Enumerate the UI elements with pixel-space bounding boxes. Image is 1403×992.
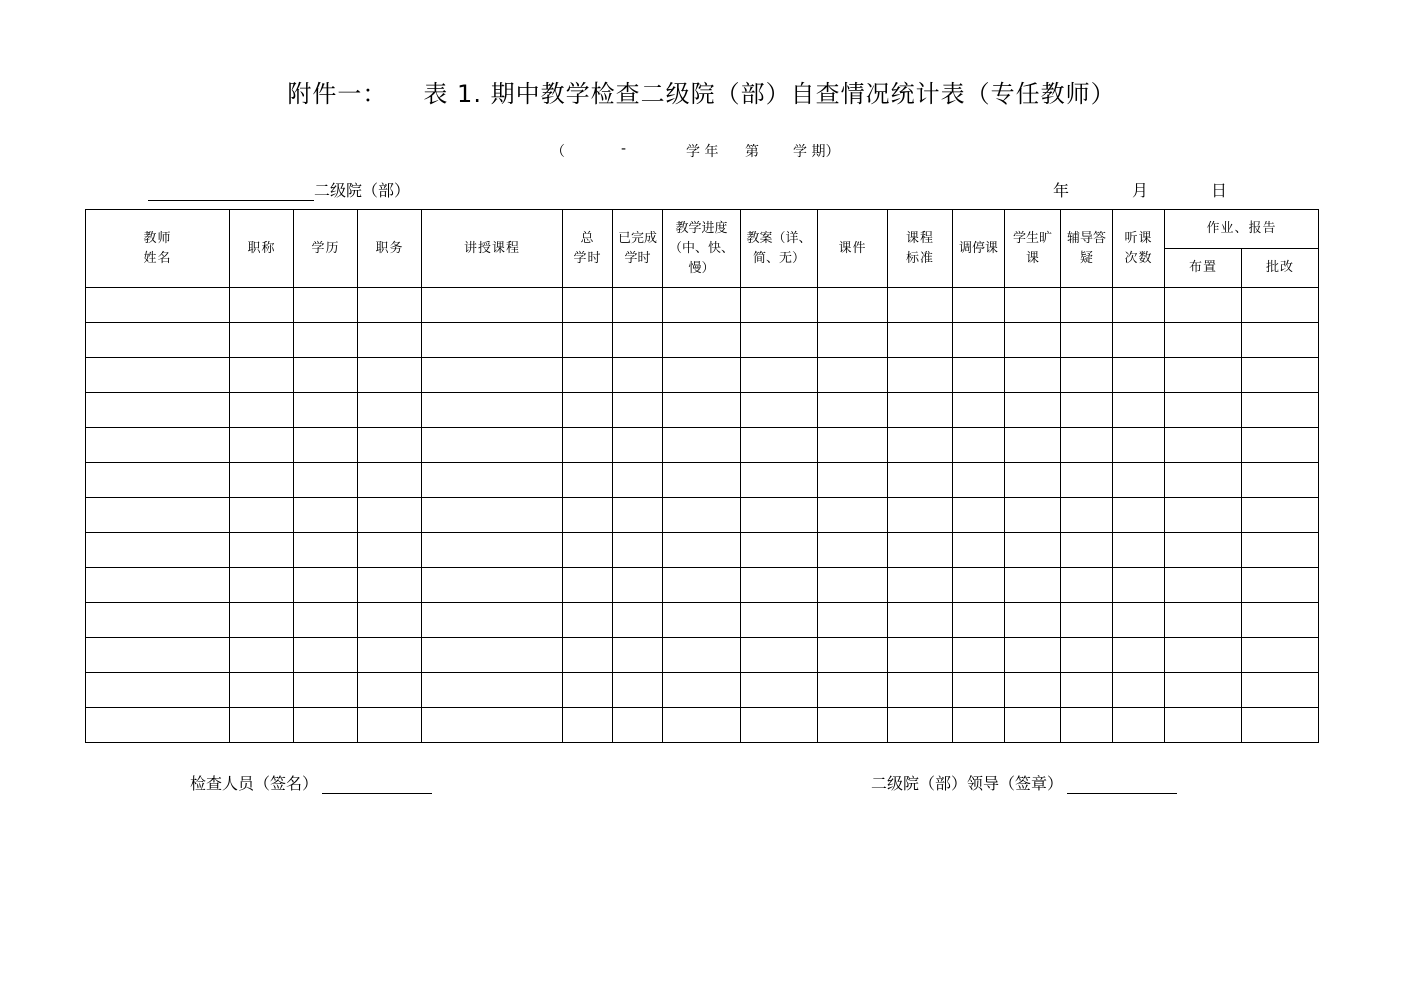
- table-cell[interactable]: [422, 463, 563, 498]
- table-cell[interactable]: [818, 568, 888, 603]
- table-cell[interactable]: [888, 638, 953, 673]
- table-cell[interactable]: [1165, 638, 1242, 673]
- table-cell[interactable]: [230, 673, 294, 708]
- table-cell[interactable]: [230, 498, 294, 533]
- table-cell[interactable]: [358, 568, 422, 603]
- table-cell[interactable]: [1005, 463, 1061, 498]
- table-cell[interactable]: [1061, 603, 1113, 638]
- table-cell[interactable]: [358, 638, 422, 673]
- table-cell[interactable]: [1165, 323, 1242, 358]
- table-cell[interactable]: [1061, 323, 1113, 358]
- table-cell[interactable]: [422, 533, 563, 568]
- table-cell[interactable]: [1165, 533, 1242, 568]
- header-course: 讲授课程: [422, 210, 563, 288]
- table-cell[interactable]: [422, 673, 563, 708]
- table-cell[interactable]: [358, 708, 422, 743]
- department-blank[interactable]: [148, 182, 314, 201]
- table-cell[interactable]: [294, 638, 358, 673]
- table-cell[interactable]: [230, 568, 294, 603]
- table-cell[interactable]: [294, 393, 358, 428]
- table-cell[interactable]: [818, 463, 888, 498]
- table-cell[interactable]: [294, 428, 358, 463]
- table-cell[interactable]: [422, 638, 563, 673]
- table-cell[interactable]: [230, 638, 294, 673]
- statistics-table: [85, 209, 1319, 743]
- table-cell[interactable]: [1113, 358, 1165, 393]
- table-cell[interactable]: [953, 288, 1005, 323]
- table-cell[interactable]: [563, 638, 613, 673]
- department-label: 二级院（部）: [314, 181, 411, 200]
- table-cell[interactable]: [86, 638, 230, 673]
- table-cell[interactable]: [1242, 708, 1319, 743]
- table-cell[interactable]: [422, 358, 563, 393]
- table-cell[interactable]: [1113, 603, 1165, 638]
- table-cell[interactable]: [1165, 568, 1242, 603]
- table-cell[interactable]: [741, 568, 818, 603]
- table-cell[interactable]: [953, 393, 1005, 428]
- table-cell[interactable]: [1005, 358, 1061, 393]
- table-cell[interactable]: [1113, 463, 1165, 498]
- table-cell[interactable]: [663, 463, 741, 498]
- table-cell[interactable]: [230, 533, 294, 568]
- table-cell[interactable]: [1242, 568, 1319, 603]
- table-cell[interactable]: [613, 568, 663, 603]
- header-courseware: 课件: [818, 210, 888, 288]
- table-cell[interactable]: [294, 568, 358, 603]
- header-position: 职务: [358, 210, 422, 288]
- table-cell[interactable]: [1242, 393, 1319, 428]
- table-cell[interactable]: [741, 638, 818, 673]
- date-year: 年: [1053, 181, 1070, 200]
- header-name: 教师 姓名: [86, 210, 230, 288]
- table-cell[interactable]: [358, 428, 422, 463]
- header-homework-group: 作业、报告: [1165, 210, 1319, 249]
- table-cell[interactable]: [230, 708, 294, 743]
- table-cell[interactable]: [563, 358, 613, 393]
- header-absence: 学生旷 课: [1005, 210, 1061, 288]
- year-open-paren: （: [551, 144, 565, 160]
- year-xuenian: 学 年: [686, 144, 719, 160]
- year-dash: -: [621, 141, 627, 157]
- header-correct: 批改: [1242, 249, 1319, 288]
- table-cell[interactable]: [663, 288, 741, 323]
- table-cell[interactable]: [86, 358, 230, 393]
- table-cell[interactable]: [294, 533, 358, 568]
- table-cell[interactable]: [294, 603, 358, 638]
- table-cell[interactable]: [818, 323, 888, 358]
- table-cell[interactable]: [358, 358, 422, 393]
- table-cell[interactable]: [818, 288, 888, 323]
- title-main: 表 1. 期中教学检查二级院（部）自查情况统计表（专任教师）: [423, 80, 1116, 108]
- table-row: [86, 428, 1319, 463]
- table-cell[interactable]: [1242, 288, 1319, 323]
- header-assign: 布置: [1165, 249, 1242, 288]
- table-cell[interactable]: [358, 463, 422, 498]
- table-cell[interactable]: [422, 603, 563, 638]
- table-cell[interactable]: [613, 393, 663, 428]
- table-row: [86, 393, 1319, 428]
- table-cell[interactable]: [358, 533, 422, 568]
- table-cell[interactable]: [358, 498, 422, 533]
- table-cell[interactable]: [888, 603, 953, 638]
- table-cell[interactable]: [818, 393, 888, 428]
- table-cell[interactable]: [422, 428, 563, 463]
- table-row: [86, 463, 1319, 498]
- table-cell[interactable]: [953, 673, 1005, 708]
- table-cell[interactable]: [294, 323, 358, 358]
- table-cell[interactable]: [1061, 568, 1113, 603]
- table-cell[interactable]: [888, 288, 953, 323]
- table-cell[interactable]: [741, 288, 818, 323]
- table-cell[interactable]: [663, 533, 741, 568]
- table-cell[interactable]: [663, 393, 741, 428]
- table-cell[interactable]: [294, 498, 358, 533]
- table-cell[interactable]: [818, 603, 888, 638]
- table-cell[interactable]: [358, 603, 422, 638]
- table-cell[interactable]: [1242, 323, 1319, 358]
- table-cell[interactable]: [888, 708, 953, 743]
- table-cell[interactable]: [741, 393, 818, 428]
- table-row: [86, 358, 1319, 393]
- table-cell[interactable]: [294, 463, 358, 498]
- table-cell[interactable]: [741, 428, 818, 463]
- header-education: 学历: [294, 210, 358, 288]
- table-cell[interactable]: [86, 568, 230, 603]
- table-cell[interactable]: [294, 288, 358, 323]
- table-cell[interactable]: [818, 358, 888, 393]
- table-cell[interactable]: [230, 393, 294, 428]
- table-cell[interactable]: [953, 568, 1005, 603]
- header-progress: 教学进度 （中、快、 慢）: [663, 210, 741, 288]
- table-cell[interactable]: [613, 603, 663, 638]
- table-cell[interactable]: [741, 673, 818, 708]
- page-title: [0, 74, 1403, 109]
- table-cell[interactable]: [86, 428, 230, 463]
- table-cell[interactable]: [663, 603, 741, 638]
- header-title: 职称: [230, 210, 294, 288]
- table-cell[interactable]: [1061, 288, 1113, 323]
- leader-signature-blank[interactable]: [1067, 775, 1177, 794]
- table-cell[interactable]: [86, 533, 230, 568]
- table-cell[interactable]: [613, 323, 663, 358]
- table-cell[interactable]: [663, 673, 741, 708]
- table-cell[interactable]: [563, 463, 613, 498]
- table-cell[interactable]: [294, 673, 358, 708]
- table-cell[interactable]: [613, 673, 663, 708]
- table-cell[interactable]: [888, 358, 953, 393]
- table-cell[interactable]: [1005, 638, 1061, 673]
- table-cell[interactable]: [663, 568, 741, 603]
- table-cell[interactable]: [1242, 428, 1319, 463]
- table-row: [86, 708, 1319, 743]
- table-cell[interactable]: [953, 533, 1005, 568]
- table-cell[interactable]: [1165, 288, 1242, 323]
- header-tutoring: 辅导答 疑: [1061, 210, 1113, 288]
- table-cell[interactable]: [1113, 673, 1165, 708]
- title-prefix: 附件一：: [287, 80, 388, 108]
- table-cell[interactable]: [1165, 673, 1242, 708]
- table-cell[interactable]: [888, 393, 953, 428]
- table-cell[interactable]: [1113, 533, 1165, 568]
- table-cell[interactable]: [818, 638, 888, 673]
- table-cell[interactable]: [294, 708, 358, 743]
- table-cell[interactable]: [613, 288, 663, 323]
- header-total-hours: 总 学时: [563, 210, 613, 288]
- table-cell[interactable]: [613, 708, 663, 743]
- table-cell[interactable]: [741, 323, 818, 358]
- table-cell[interactable]: [230, 288, 294, 323]
- year-xueqi: 学 期）: [793, 144, 840, 160]
- header-lesson-plan: 教案（详、 简、无）: [741, 210, 818, 288]
- table-cell[interactable]: [1165, 428, 1242, 463]
- table-cell[interactable]: [86, 498, 230, 533]
- table-cell[interactable]: [953, 603, 1005, 638]
- table-cell[interactable]: [86, 393, 230, 428]
- table-cell[interactable]: [663, 323, 741, 358]
- leader-signature: [871, 771, 1177, 794]
- table-cell[interactable]: [1061, 428, 1113, 463]
- table-cell[interactable]: [888, 673, 953, 708]
- table-row: [86, 568, 1319, 603]
- table-cell[interactable]: [663, 428, 741, 463]
- table-cell[interactable]: [888, 568, 953, 603]
- table-cell[interactable]: [741, 498, 818, 533]
- table-cell[interactable]: [818, 708, 888, 743]
- table-cell[interactable]: [1061, 638, 1113, 673]
- table-cell[interactable]: [422, 498, 563, 533]
- table-cell[interactable]: [1165, 498, 1242, 533]
- table-cell[interactable]: [741, 708, 818, 743]
- table-row: [86, 638, 1319, 673]
- table-cell[interactable]: [741, 603, 818, 638]
- table-cell[interactable]: [1113, 288, 1165, 323]
- table-cell[interactable]: [953, 358, 1005, 393]
- table-cell[interactable]: [563, 323, 613, 358]
- header-row-1: [86, 210, 1319, 249]
- table-cell[interactable]: [230, 323, 294, 358]
- table-cell[interactable]: [86, 323, 230, 358]
- table-cell[interactable]: [230, 603, 294, 638]
- table-cell[interactable]: [741, 463, 818, 498]
- leader-label: 二级院（部）领导（签章）: [871, 774, 1064, 793]
- table-cell[interactable]: [1061, 533, 1113, 568]
- table-cell[interactable]: [1165, 603, 1242, 638]
- table-row: [86, 288, 1319, 323]
- table-cell[interactable]: [953, 428, 1005, 463]
- table-cell[interactable]: [563, 708, 613, 743]
- table-cell[interactable]: [613, 533, 663, 568]
- table-cell[interactable]: [613, 638, 663, 673]
- header-course-standard: 课程 标准: [888, 210, 953, 288]
- table-cell[interactable]: [1061, 498, 1113, 533]
- table-cell[interactable]: [613, 358, 663, 393]
- table-cell[interactable]: [563, 673, 613, 708]
- table-body: [86, 288, 1319, 743]
- table-cell[interactable]: [1061, 673, 1113, 708]
- table-row: [86, 533, 1319, 568]
- table-cell[interactable]: [1242, 603, 1319, 638]
- table-cell[interactable]: [1005, 673, 1061, 708]
- academic-year-line: [0, 141, 1403, 161]
- table-row: [86, 603, 1319, 638]
- table-cell[interactable]: [1242, 673, 1319, 708]
- table-cell[interactable]: [613, 428, 663, 463]
- table-cell[interactable]: [1005, 428, 1061, 463]
- table-cell[interactable]: [422, 323, 563, 358]
- table-cell[interactable]: [663, 498, 741, 533]
- table-cell[interactable]: [1005, 533, 1061, 568]
- inspector-label: 检查人员（签名）: [190, 774, 319, 793]
- table-cell[interactable]: [1113, 393, 1165, 428]
- inspector-signature: [190, 771, 432, 794]
- table-cell[interactable]: [663, 638, 741, 673]
- table-row: [86, 673, 1319, 708]
- table-cell[interactable]: [86, 603, 230, 638]
- table-cell[interactable]: [358, 323, 422, 358]
- table-cell[interactable]: [1242, 463, 1319, 498]
- table-cell[interactable]: [230, 428, 294, 463]
- table-cell[interactable]: [1113, 428, 1165, 463]
- header-completed-hours: 已完成 学时: [613, 210, 663, 288]
- table-cell[interactable]: [1005, 603, 1061, 638]
- table-cell[interactable]: [1005, 498, 1061, 533]
- table-cell[interactable]: [1242, 498, 1319, 533]
- table-cell[interactable]: [1165, 708, 1242, 743]
- table-cell[interactable]: [953, 498, 1005, 533]
- table-cell[interactable]: [86, 288, 230, 323]
- table-cell[interactable]: [358, 673, 422, 708]
- table-cell[interactable]: [86, 463, 230, 498]
- header-rescheduled: 调停课: [953, 210, 1005, 288]
- table-cell[interactable]: [888, 498, 953, 533]
- table-cell[interactable]: [1005, 288, 1061, 323]
- table-cell[interactable]: [358, 288, 422, 323]
- table-cell[interactable]: [294, 358, 358, 393]
- table-cell[interactable]: [1061, 463, 1113, 498]
- table-cell[interactable]: [422, 393, 563, 428]
- table-cell[interactable]: [358, 393, 422, 428]
- table-cell[interactable]: [1061, 708, 1113, 743]
- table-cell[interactable]: [1005, 393, 1061, 428]
- year-di: 第: [745, 144, 759, 160]
- date-month: 月: [1132, 181, 1149, 200]
- table-cell[interactable]: [86, 708, 230, 743]
- table-cell[interactable]: [86, 673, 230, 708]
- table-cell[interactable]: [1165, 358, 1242, 393]
- table-row: [86, 498, 1319, 533]
- table-cell[interactable]: [1113, 498, 1165, 533]
- table-cell[interactable]: [1165, 463, 1242, 498]
- date-day: 日: [1211, 181, 1228, 200]
- table-cell[interactable]: [563, 498, 613, 533]
- table-cell[interactable]: [888, 463, 953, 498]
- table-cell[interactable]: [1061, 358, 1113, 393]
- table-cell[interactable]: [953, 638, 1005, 673]
- table-cell[interactable]: [1113, 638, 1165, 673]
- table-cell[interactable]: [818, 498, 888, 533]
- header-observation: 听课 次数: [1113, 210, 1165, 288]
- table-cell[interactable]: [1061, 393, 1113, 428]
- table-cell[interactable]: [422, 288, 563, 323]
- table-cell[interactable]: [563, 288, 613, 323]
- table-cell[interactable]: [563, 603, 613, 638]
- table-cell[interactable]: [888, 323, 953, 358]
- table-cell[interactable]: [818, 533, 888, 568]
- table-cell[interactable]: [1165, 393, 1242, 428]
- table-cell[interactable]: [1242, 638, 1319, 673]
- table-cell[interactable]: [663, 358, 741, 393]
- table-cell[interactable]: [663, 708, 741, 743]
- table-cell[interactable]: [613, 498, 663, 533]
- table-cell[interactable]: [953, 323, 1005, 358]
- department-line: [148, 178, 410, 201]
- table-cell[interactable]: [563, 533, 613, 568]
- table-cell[interactable]: [563, 393, 613, 428]
- table-cell[interactable]: [888, 533, 953, 568]
- table-cell[interactable]: [741, 358, 818, 393]
- table-cell[interactable]: [1005, 323, 1061, 358]
- table-cell[interactable]: [953, 463, 1005, 498]
- table-cell[interactable]: [818, 673, 888, 708]
- table-cell[interactable]: [741, 533, 818, 568]
- table-cell[interactable]: [1113, 323, 1165, 358]
- table-cell[interactable]: [230, 463, 294, 498]
- table-cell[interactable]: [888, 428, 953, 463]
- table-cell[interactable]: [613, 463, 663, 498]
- table-cell[interactable]: [1005, 708, 1061, 743]
- table-cell[interactable]: [1005, 568, 1061, 603]
- table-cell[interactable]: [818, 428, 888, 463]
- table-cell[interactable]: [953, 708, 1005, 743]
- table-cell[interactable]: [422, 708, 563, 743]
- table-cell[interactable]: [563, 428, 613, 463]
- table-row: [86, 323, 1319, 358]
- table-cell[interactable]: [1113, 568, 1165, 603]
- table-cell[interactable]: [1113, 708, 1165, 743]
- table-cell[interactable]: [422, 568, 563, 603]
- table-cell[interactable]: [563, 568, 613, 603]
- inspector-signature-blank[interactable]: [322, 775, 432, 794]
- table-cell[interactable]: [230, 358, 294, 393]
- table-cell[interactable]: [1242, 533, 1319, 568]
- table-cell[interactable]: [1242, 358, 1319, 393]
